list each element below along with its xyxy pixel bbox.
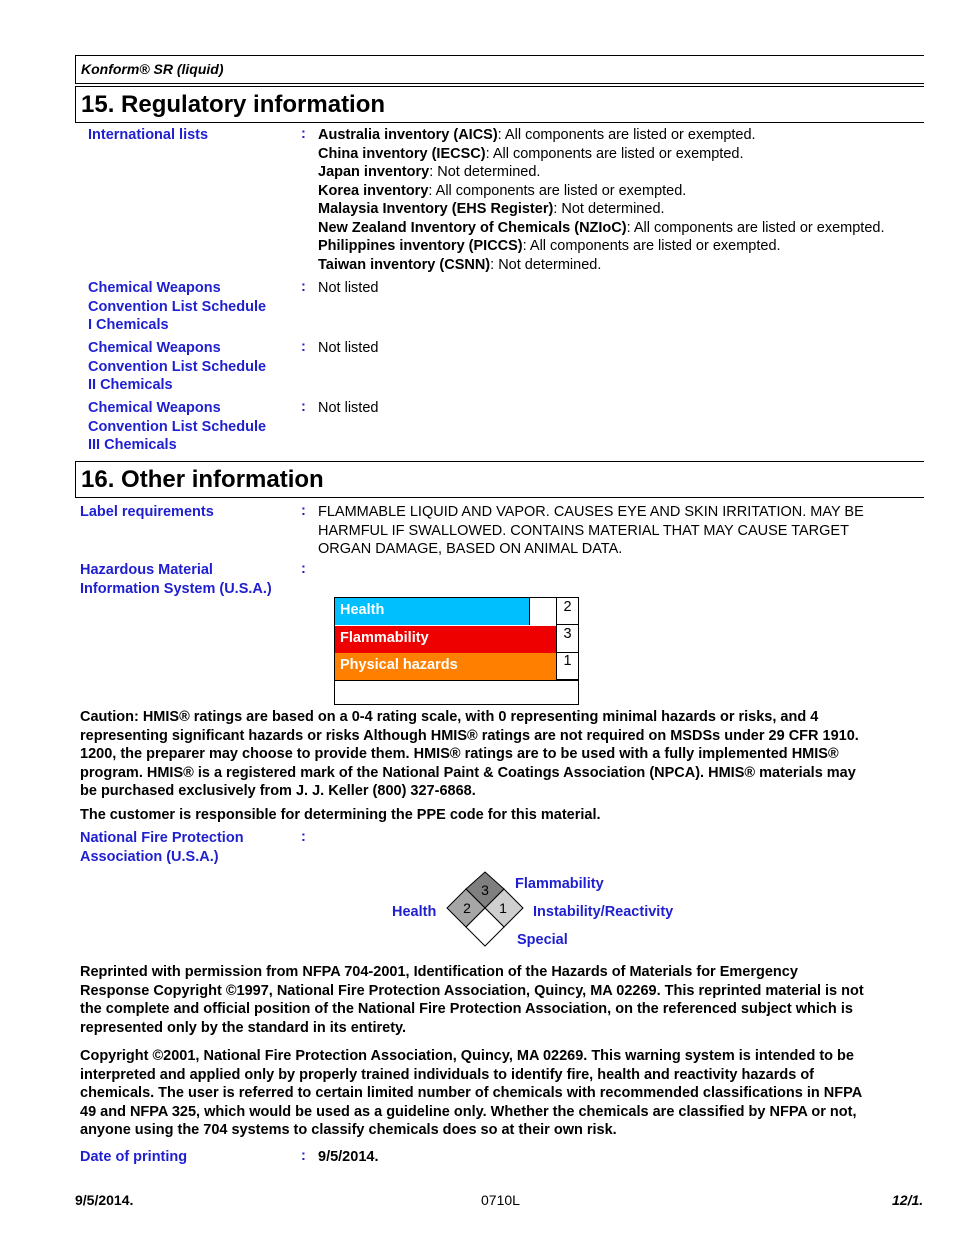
cw-schedule-1-label: Chemical Weapons Convention List Schedule I Chemicals: [88, 280, 267, 333]
nfpa-flammability-number: 3: [481, 882, 489, 898]
colon: :: [301, 829, 306, 845]
cw-schedule-3-value: Not listed: [318, 400, 379, 416]
product-header: [75, 55, 924, 84]
nfpa-label: National Fire Protection Association (U.S.A.): [80, 830, 244, 865]
inventory-line: Korea inventory: All components are listed or exempted.: [318, 182, 687, 199]
colon: :: [301, 339, 306, 355]
inventory-line: Japan inventory: Not determined.: [318, 164, 541, 180]
hmis-physical-value: 1: [556, 652, 578, 680]
hmis-row-physical: Physical hazards: [335, 653, 556, 680]
hmis-divider: [335, 680, 578, 681]
nfpa-copyright-text: Copyright ©2001, National Fire Protection Association, Quincy, MA 02269. This warning system is intended to be interpreted and applied only by properly trained individuals to identify fire, health and reactivity hazards of chemicals. The user is referred to certain limited number of chemicals with recommended classifications in NFPA 49 and NFPA 325, which would be used as a guideline only. Whether the chemicals are classified by NFPA or not, anyone using the 704 systems to classify chemicals does so at their own risk.: [80, 1048, 863, 1139]
international-lists-values: [318, 126, 885, 274]
hmis-flammability-value: 3: [556, 625, 578, 653]
hmis-caution-text: Caution: HMIS® ratings are based on a 0-4 rating scale, with 0 representing minimal hazards or risks, and 4 representing significant hazards or risks Although HMIS® ratings are not required on MSDSs under 29 CFR 1910. 1200, the preparer may choose to provide them. HMIS® ratings are to be used with a fully implemented HMIS® program. HMIS® is a registered mark of the National Paint & Coatings Association (NPCA). HMIS® materials may be purchased exclusively from J. J. Keller (800) 327-6868.: [80, 709, 859, 800]
footer-page-number: 12/1.: [892, 1192, 924, 1208]
cw-schedule-3-label: Chemical Weapons Convention List Schedule III Chemicals: [88, 400, 267, 453]
hmis-row-flammability: Flammability: [335, 626, 556, 653]
hmis-row-health: Health: [335, 598, 529, 625]
footer-date: 9/5/2014.: [75, 1192, 134, 1208]
nfpa-health-label: Health: [392, 904, 437, 920]
footer-code: 0710L: [481, 1192, 520, 1208]
label-requirements-label: Label requirements: [80, 504, 214, 520]
nfpa-instability-label: Instability/Reactivity: [533, 904, 674, 920]
hmis-health-value: 2: [556, 598, 578, 625]
colon: :: [301, 399, 306, 415]
nfpa-instability-number: 1: [499, 900, 507, 916]
inventory-line: Taiwan inventory (CSNN): Not determined.: [318, 256, 602, 273]
date-of-printing-label: Date of printing: [80, 1149, 188, 1165]
cw-schedule-1-value: Not listed: [318, 280, 379, 296]
date-of-printing-value: 9/5/2014.: [318, 1149, 379, 1165]
inventory-line: Australia inventory (AICS): All components are listed or exempted.: [318, 127, 756, 143]
international-lists-label: International lists: [88, 127, 209, 143]
hmis-chronic-box: [529, 598, 556, 625]
section-16-title: 16. Other information: [81, 466, 324, 493]
nfpa-reprint-text: Reprinted with permission from NFPA 704-2001, Identification of the Hazards of Materials for Emergency Response Copyright ©1997, National Fire Protection Association, Quincy, MA 02269. This reprinted material is not the complete and official position of the National Fire Protection Association, on the referenced subject which is represented only by the standard in its entirety.: [80, 964, 864, 1036]
cw-schedule-2-label: Chemical Weapons Convention List Schedule II Chemicals: [88, 340, 267, 393]
hmis-rating-table: [334, 597, 579, 705]
colon: :: [301, 561, 306, 577]
section-15-header: [75, 86, 924, 123]
nfpa-special-label: Special: [517, 932, 568, 948]
cw-schedule-2-value: Not listed: [318, 340, 379, 356]
ppe-note: The customer is responsible for determining the PPE code for this material.: [80, 807, 601, 823]
nfpa-flammability-label: Flammability: [515, 876, 604, 892]
product-name: Konform® SR (liquid): [81, 61, 224, 77]
inventory-line: China inventory (IECSC): All components are listed or exempted.: [318, 145, 744, 162]
colon: :: [301, 1148, 306, 1164]
section-15-title: 15. Regulatory information: [81, 91, 386, 118]
inventory-line: New Zealand Inventory of Chemicals (NZIoC): All components are listed or exempted.: [318, 219, 885, 236]
nfpa-health-number: 2: [463, 900, 471, 916]
hmis-label: Hazardous Material Information System (U.S.A.): [80, 562, 272, 597]
colon: :: [301, 503, 306, 519]
inventory-line: Malaysia Inventory (EHS Register): Not determined.: [318, 201, 665, 217]
inventory-line: Philippines inventory (PICCS): All components are listed or exempted.: [318, 238, 781, 254]
colon: :: [301, 126, 306, 142]
label-requirements-value: FLAMMABLE LIQUID AND VAPOR. CAUSES EYE AND SKIN IRRITATION. MAY BE HARMFUL IF SWALLOWED. CONTAINS MATERIAL THAT MAY CAUSE TARGET ORGAN DAMAGE, BASED ON ANIMAL DATA.: [318, 504, 864, 557]
colon: :: [301, 279, 306, 295]
section-16-header: [75, 461, 924, 498]
